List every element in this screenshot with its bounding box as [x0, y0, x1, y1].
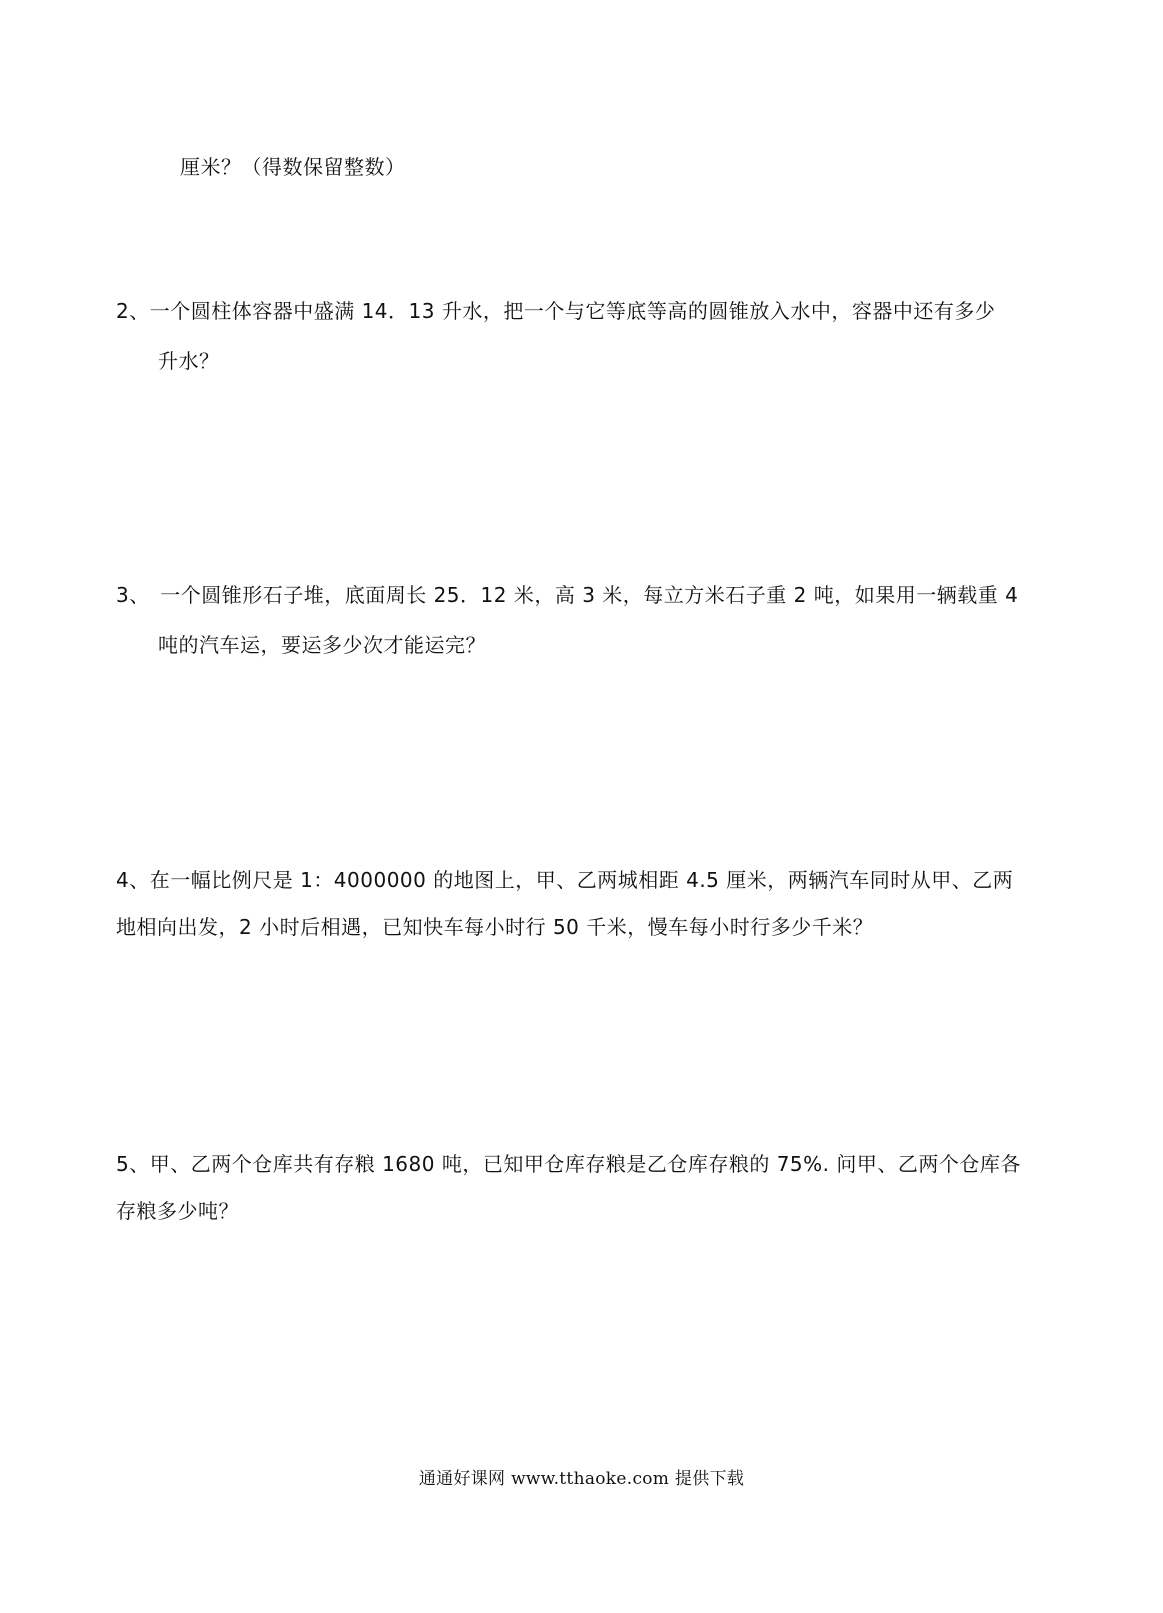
continuation-text: 厘米？（得数保留整数）	[180, 155, 406, 179]
question-3-line-1: 3、 一个圆锥形石子堆，底面周长 25．12 米，高 3 米，每立方米石子重 2 吨，如果用一辆载重 4	[116, 583, 1019, 607]
page-footer: 通通好课网 www.tthaoke.com 提供下载	[418, 1469, 745, 1489]
question-2-line-2: 升水？	[158, 349, 220, 373]
question-4-line-1: 4、在一幅比例尺是 1：4000000 的地图上，甲、乙两城相距 4.5 厘米，两辆汽车同时从甲、乙两	[116, 868, 1014, 892]
question-5-line-1: 5、甲、乙两个仓库共有存粮 1680 吨，已知甲仓库存粮是乙仓库存粮的 75%. 问甲、乙两个仓库各	[116, 1152, 1021, 1176]
question-4-line-2: 地相向出发，2 小时后相遇，已知快车每小时行 50 千米，慢车每小时行多少千米？	[116, 915, 874, 939]
question-5-line-2: 存粮多少吨？	[116, 1199, 239, 1223]
question-3-line-2: 吨的汽车运，要运多少次才能运完？	[158, 633, 486, 657]
question-2-line-1: 2、一个圆柱体容器中盛满 14．13 升水，把一个与它等底等高的圆锥放入水中，容器中还有多少	[116, 299, 996, 323]
